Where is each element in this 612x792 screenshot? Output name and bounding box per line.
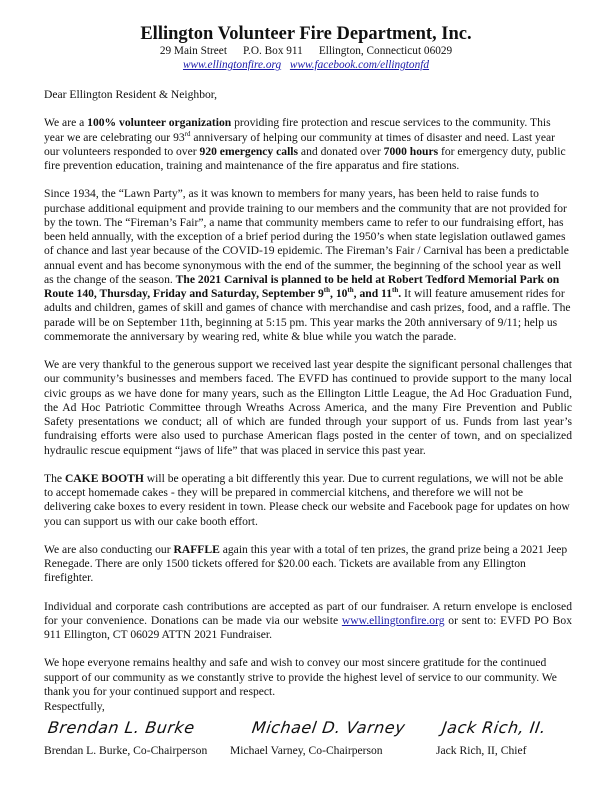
superscript: th [347,286,354,294]
handwritten-signature: Jack Rich, II. [440,718,548,737]
signer-name: Jack Rich, II, Chief [436,744,527,757]
paragraph-thanks: We are very thankful to the generous support we received last year despite the significant personal challenges that our community’s businesses and members faced. The EVFD has continued to provide support to the many local civic groups as we have done for many years, such as the Ellington Little League, the Ad Hoc Graduation Fund, the Ad Hoc Patriotic Committee through Wreaths Across America, and the many Fire Prevention and Public Safety presentations we conduct; all of which are funded through your support of us. Funds from last year’s fundraising efforts were also used to purchase American flags posted in the center of town, and on specialized hydraulic rescue equipment “jaws of life” that was placed in service this past year. [44,358,572,457]
facebook-link[interactable]: www.facebook.com/ellingtonfd [289,59,430,71]
bold-text: . [398,287,402,300]
paragraph-raffle [44,543,572,586]
superscript: rd [184,129,191,138]
bold-text: , 10 [330,287,348,300]
city: Ellington, Connecticut 06029 [318,45,453,57]
bold-text: , and 11 [353,287,392,300]
superscript: th [323,286,331,294]
signatures [0,716,612,776]
signer-name: Michael Varney, Co-Chairperson [230,744,383,757]
bold-text: CAKE BOOTH [64,471,144,485]
bold-text: The 2021 Carnival is planned to be held at Robert Tedford Memorial Park on Route 140, Thursday, Friday and Saturday, September 9 [44,272,560,300]
website-link[interactable]: www.ellingtonfire.org [182,59,282,71]
signature-block [44,716,207,757]
text: Individual and corporate cash contributions are accepted as part of our fundraiser. A return envelope is enclosed for your convenience. Donations can be made via our website [44,599,572,627]
signature-block [230,716,405,757]
paragraph-closing: We hope everyone remains healthy and safe and wish to convey our most sincere gratitude for the continued support of our community as we constantly strive to provide the highest level of service to our community. We thank you for your continued support and respect. [44,656,557,698]
salutation: Dear Ellington Resident & Neighbor, [44,88,218,101]
po-box: P.O. Box 911 [242,45,303,57]
text: Since 1934, the “Lawn Party”, as it was known to members for many years, has been held to raise funds to purchase additional equipment and provide training to our members and the community that are not provided for by the town. The “Fireman’s Fair”, a name that community members came to refer to our fundraising effort, has been held annually, with the exception of a brief period during the 1950’s when state legislation outlawed games of chance and last year because of the COVID-19 epidemic. The Fireman’s Fair / Carnival has been a predictable annual event and has become synonymous with the end of the summer, the beginning of the school year as well as the change of the season. [44,187,569,286]
paragraph-intro [44,116,572,173]
bold-text: RAFFLE [173,542,220,556]
donation-website-link[interactable]: www.ellingtonfire.org [341,613,445,627]
bold-text: 920 emergency calls [199,144,299,158]
closing: Respectfully, [44,700,105,713]
handwritten-signature: Michael D. Varney [250,718,407,737]
text: It will feature amusement rides for adults and children, games of skill and games of chance with merchandise and cash prizes, food, and a raffle. The parade will be on September 11th, beginning at 5:15 pm. This year marks the 20th anniversary of 9/11; help us commemorate the anniversary by wearing red, white & blue while you watch the parade. [44,287,571,343]
text: anniversary of helping our community at times of disaster and need. Last year our volunteers responded to over [44,130,555,158]
address [0,44,612,58]
paragraph-carnival [44,187,572,344]
letterhead [0,24,612,72]
text: The [44,471,65,485]
text: We are also conducting our [44,542,174,556]
letter-body [44,88,572,713]
signature-block [436,716,546,757]
text: will be operating a bit differently this year. Due to current regulations, we will not be able to accept homemade cakes - they will be prepared in commercial kitchens, and therefore we will not be delivering cake boxes to every resident in town. Please check our website and Facebook page for updates on how you can support us with our cake booth effort. [44,471,570,528]
org-name: Ellington Volunteer Fire Department, Inc. [140,24,472,44]
paragraph-donations [44,600,572,643]
signer-name: Brendan L. Burke, Co-Chairperson [44,744,208,757]
street: 29 Main Street [159,45,227,57]
bold-text: 7000 hours [383,144,439,158]
superscript: th [392,286,399,294]
text: We are a [44,116,88,130]
text: providing fire protection and rescue services to the community. This year we are celebrating our 93 [44,116,551,144]
bold-text: 100% volunteer organization [87,116,232,130]
paragraph-cake-booth [44,472,572,529]
text: again this year with a total of ten prizes, the grand prize being a 2021 Jeep Renegade. There are only 1500 tickets offered for $20.00 each. Tickets are available from any Ellington firefighter. [44,542,568,585]
text: for emergency duty, public fire prevention education, training and maintenance of the fire apparatus and fire stations. [44,144,566,172]
handwritten-signature: Brendan L. Burke [46,718,197,737]
header-links [0,58,612,72]
text: and donated over [298,144,384,158]
text: or sent to: EVFD PO Box 911 Ellington, CT 06029 ATTN 2021 Fundraiser. [44,613,572,641]
